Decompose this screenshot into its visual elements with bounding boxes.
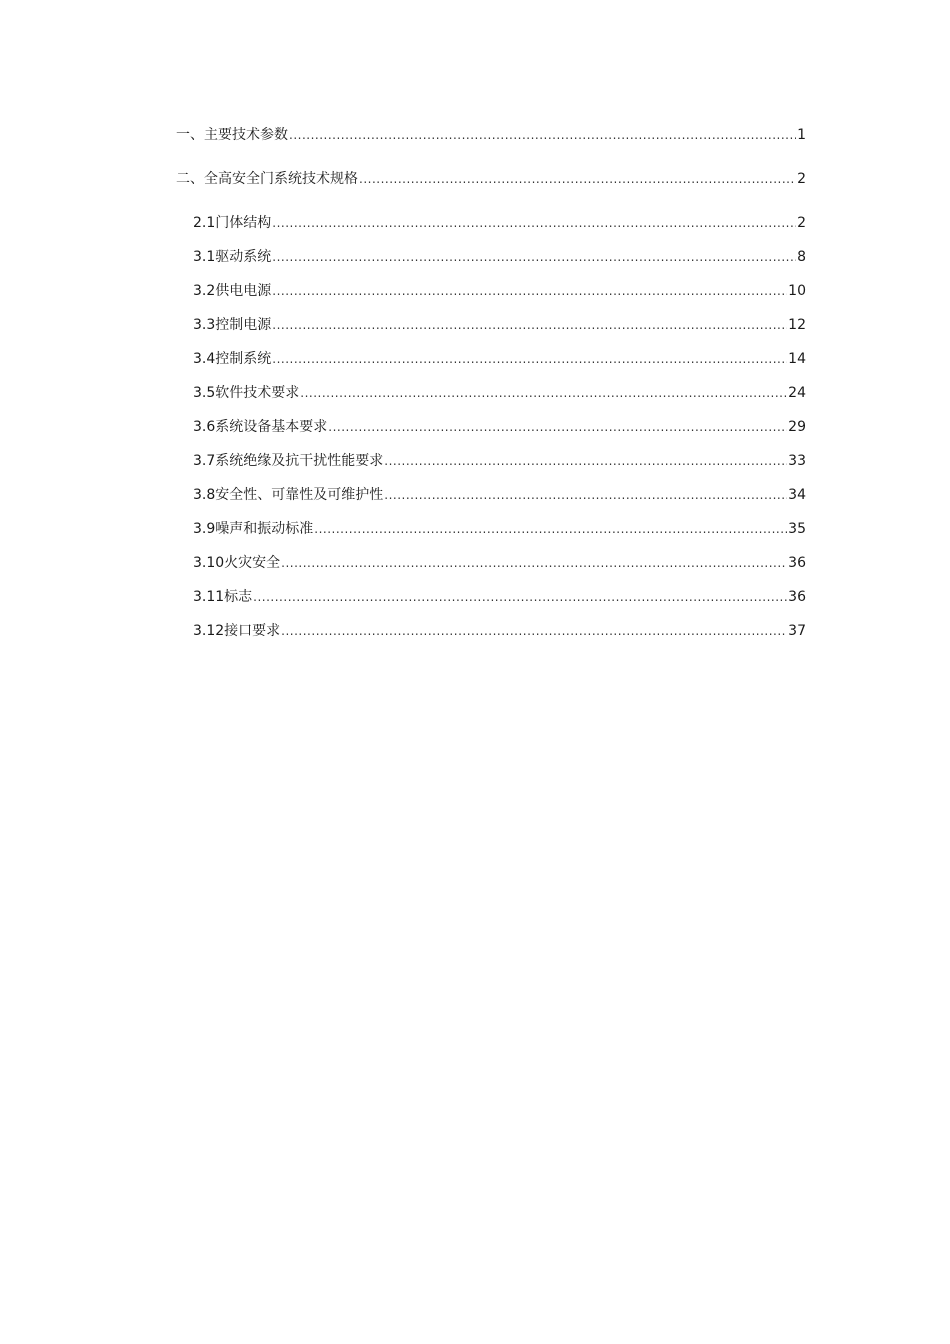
toc-entry[interactable]: [176, 451, 806, 485]
toc-page-number: 36: [788, 589, 806, 605]
table-of-contents: [176, 125, 806, 655]
toc-dot-leader: [272, 213, 796, 233]
toc-entry-label: 3.9噪声和振动标准: [193, 521, 314, 537]
toc-page-number: 34: [788, 487, 806, 503]
toc-entry[interactable]: [176, 213, 806, 247]
toc-entry-label: 3.1驱动系统: [193, 249, 272, 265]
toc-page-number: 14: [788, 351, 806, 367]
toc-entry-label: 3.4控制系统: [193, 351, 272, 367]
toc-dot-leader: [272, 281, 787, 301]
toc-entry[interactable]: [176, 485, 806, 519]
toc-dot-leader: [289, 125, 796, 145]
toc-entry[interactable]: [176, 621, 806, 655]
toc-entry-label: 3.3控制电源: [193, 317, 272, 333]
toc-dot-leader: [272, 247, 796, 267]
toc-entry-label: 3.10火灾安全: [193, 555, 281, 571]
toc-page-number: 2: [797, 215, 806, 231]
toc-page-number: 1: [797, 127, 806, 143]
toc-entry[interactable]: [176, 247, 806, 281]
toc-entry[interactable]: [176, 587, 806, 621]
toc-entry[interactable]: [176, 281, 806, 315]
toc-entry-label: 3.8安全性、可靠性及可维护性: [193, 487, 384, 503]
toc-entry[interactable]: [176, 553, 806, 587]
toc-page-number: 24: [788, 385, 806, 401]
toc-entry[interactable]: [176, 349, 806, 383]
toc-dot-leader: [359, 169, 796, 189]
toc-page-number: 2: [797, 171, 806, 187]
toc-entry-label: 二、全高安全门系统技术规格: [176, 171, 358, 187]
toc-entry-label: 一、主要技术参数: [176, 127, 288, 143]
toc-entry-label: 3.11标志: [193, 589, 253, 605]
toc-dot-leader: [281, 553, 787, 573]
toc-page-number: 35: [788, 521, 806, 537]
toc-entry[interactable]: [176, 383, 806, 417]
toc-page-number: 12: [788, 317, 806, 333]
toc-entry[interactable]: [176, 417, 806, 451]
toc-entry-label: 3.5软件技术要求: [193, 385, 300, 401]
toc-entry-label: 3.12接口要求: [193, 623, 281, 639]
toc-dot-leader: [300, 383, 787, 403]
toc-page-number: 10: [788, 283, 806, 299]
toc-dot-leader: [314, 519, 787, 539]
toc-dot-leader: [328, 417, 787, 437]
toc-entry-label: 3.6系统设备基本要求: [193, 419, 328, 435]
toc-dot-leader: [272, 315, 787, 335]
toc-page-number: 8: [797, 249, 806, 265]
toc-dot-leader: [384, 485, 787, 505]
toc-page-number: 36: [788, 555, 806, 571]
toc-entry-label: 2.1门体结构: [193, 215, 272, 231]
toc-dot-leader: [272, 349, 787, 369]
toc-entry-label: 3.7系统绝缘及抗干扰性能要求: [193, 453, 384, 469]
toc-entry[interactable]: [176, 125, 806, 169]
toc-dot-leader: [281, 621, 787, 641]
toc-page-number: 37: [788, 623, 806, 639]
toc-entry[interactable]: [176, 519, 806, 553]
toc-entry-label: 3.2供电电源: [193, 283, 272, 299]
toc-entry[interactable]: [176, 315, 806, 349]
toc-page-number: 33: [788, 453, 806, 469]
toc-page-number: 29: [788, 419, 806, 435]
toc-entry[interactable]: [176, 169, 806, 213]
toc-dot-leader: [384, 451, 787, 471]
toc-dot-leader: [253, 587, 787, 607]
